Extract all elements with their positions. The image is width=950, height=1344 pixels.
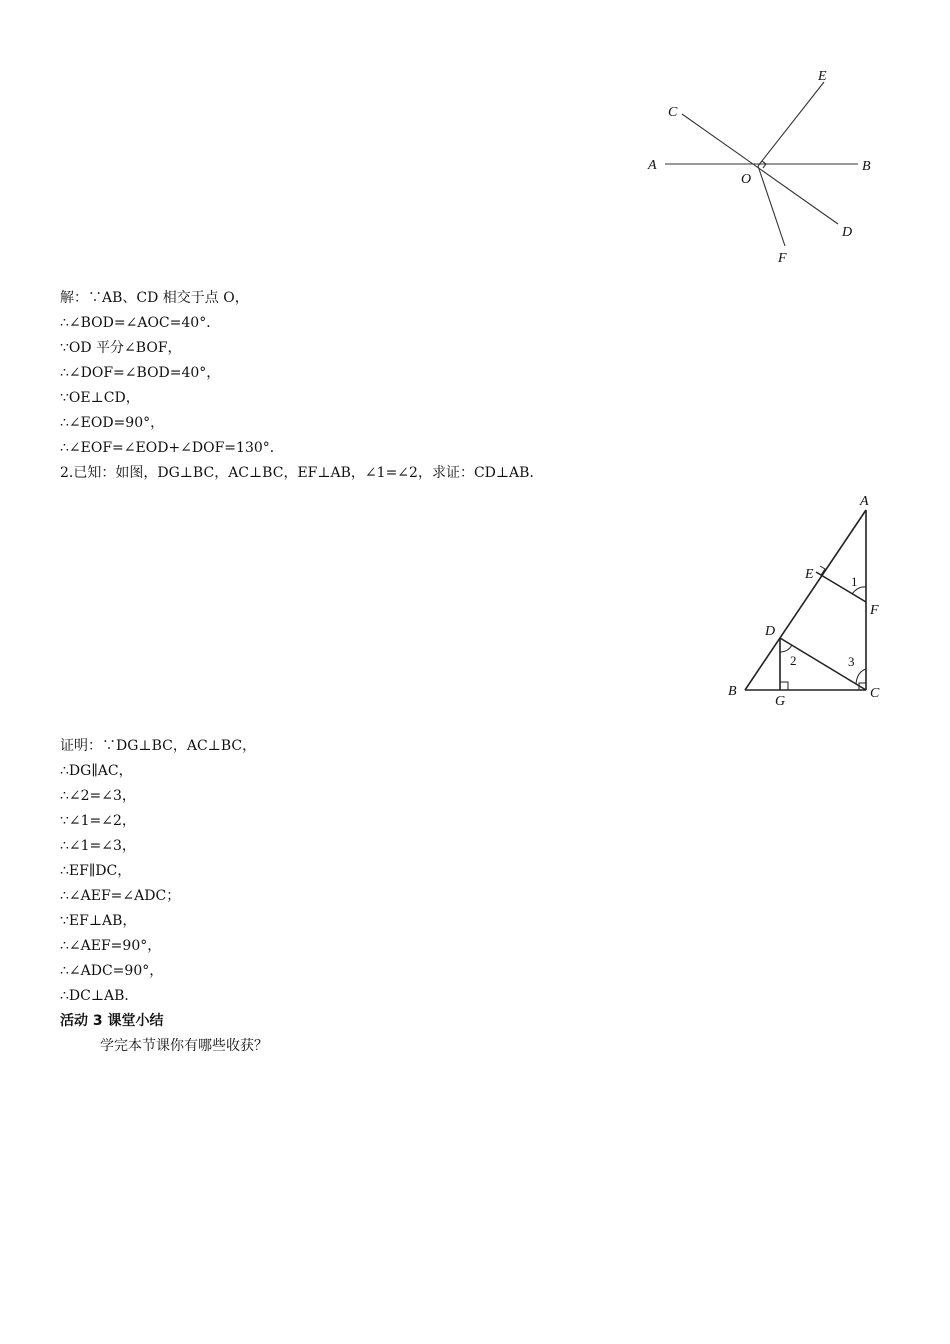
solution-line: ∴∠DOF=∠BOD=40°， (60, 365, 221, 381)
label-c: C (668, 105, 678, 120)
activity-heading: 活动 3 课堂小结 (60, 1013, 164, 1029)
ray-oe (758, 82, 824, 166)
angle-label-1: 1 (851, 574, 858, 589)
solution-line: ∴∠EOD=90°， (60, 415, 165, 431)
label-d: D (842, 225, 853, 240)
label-b: B (728, 684, 737, 699)
proof-line: ∵∠1=∠2， (60, 813, 136, 829)
activity-question: 学完本节课你有哪些收获？ (100, 1038, 268, 1054)
label-a: A (860, 494, 869, 509)
solution-line: ∴∠EOF=∠EOD+∠DOF=130°． (60, 440, 284, 456)
proof-line: 证明：∵DG⊥BC，AC⊥BC， (60, 738, 257, 754)
label-f: F (778, 251, 787, 266)
angle-arc-3 (856, 669, 866, 684)
proof-line: ∴∠AEF=∠ADC； (60, 888, 181, 904)
right-angle-mark-g (780, 682, 788, 690)
angle-label-2: 2 (790, 653, 797, 668)
label-d: D (765, 624, 776, 639)
angle-arc-2 (780, 645, 792, 652)
label-e: E (818, 69, 827, 84)
ray-of (758, 166, 785, 246)
problem-statement: 2.已知：如图，DG⊥BC，AC⊥BC，EF⊥AB，∠1=∠2，求证：CD⊥AB． (60, 465, 544, 481)
proof-line: ∴∠ADC=90°， (60, 963, 164, 979)
label-g: G (775, 694, 786, 709)
label-o: O (741, 172, 752, 187)
proof-line: ∴DC⊥AB． (60, 988, 139, 1004)
angle-label-3: 3 (848, 654, 855, 669)
solution-line: 解：∵AB、CD 相交于点 O， (60, 290, 249, 306)
figure-intersecting-lines (640, 60, 900, 280)
solution-line: ∴∠BOD=∠AOC=40°． (60, 315, 221, 331)
figure-right-triangle (720, 490, 900, 715)
label-a: A (648, 158, 657, 173)
solution-line: ∵OD 平分∠BOF， (60, 340, 182, 356)
solution-line: ∵OE⊥CD， (60, 390, 140, 406)
proof-line: ∴EF∥DC， (60, 863, 132, 879)
right-angle-mark-e (820, 566, 825, 575)
label-f: F (870, 603, 879, 618)
line-cd (682, 114, 838, 224)
segment-ef (816, 572, 866, 602)
proof-line: ∵EF⊥AB， (60, 913, 137, 929)
proof-line: ∴∠2=∠3， (60, 788, 136, 804)
proof-line: ∴∠AEF=90°， (60, 938, 162, 954)
label-b: B (862, 159, 871, 174)
label-c: C (870, 686, 880, 701)
label-e: E (805, 567, 814, 582)
proof-line: ∴∠1=∠3， (60, 838, 136, 854)
proof-line: ∴DG∥AC， (60, 763, 133, 779)
